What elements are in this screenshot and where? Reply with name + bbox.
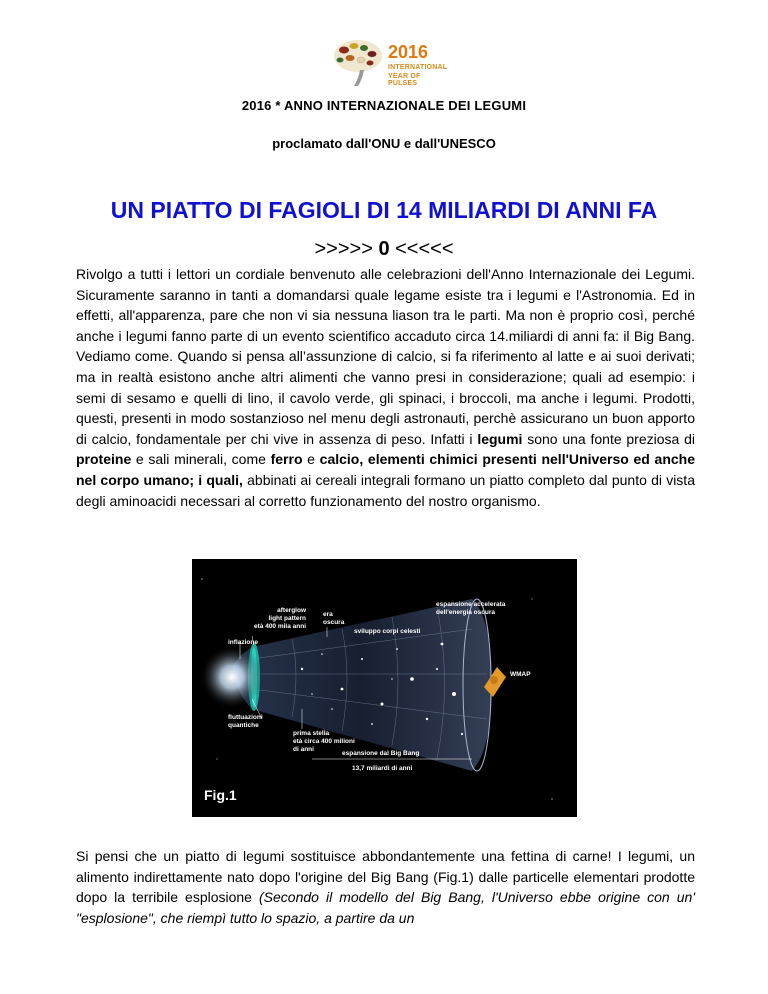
p1-bold-calcio: calcio, elementi chimici presenti nell'Universo ed anche nel corpo umano; i quali, <box>76 451 695 488</box>
universe-expansion-illustration <box>192 559 577 817</box>
logo-line1: INTERNATIONAL <box>388 64 448 71</box>
label-afterglow: afterglow light pattern età 400 mila anni <box>254 607 307 630</box>
counter <box>0 238 768 261</box>
p1-seg1: Rivolgo a tutti i lettori un cordiale benvenuto alle celebrazioni dell'Anno Internazionale dei Legumi. Sicuramente saranno in tanti a domandarsi quale legame esiste tra i legumi e l'Astronomia. Ed in effetti, all'apparenza, pare che non vi sia nessuna liason tra le parti. Ma non è proprio così, perché anche i legumi fanno parte di un evento scientifico accaduto circa 14.miliardi di anni fa: il Big Bang. Vediamo come. Quando si pensa all’assunzione di calcio, si fa riferimento al latte e ai suoi derivati; ma in realtà esistono anche altri alimenti che vanno presi in considerazione; quali ad esempio: i semi di sesamo e quelli di lino, il cavolo verde, gli spinaci, i broccoli, ma anche i legumi. Prodotti, questi, presenti in modo sostanzioso nel menu degli astronauti, perchè assicurano un buon apporto di calcio, fondamentale per chi vive in assenza di peso. Infatti i <box>76 266 695 447</box>
beans-spoon-icon <box>330 36 390 88</box>
label-sviluppo: sviluppo corpi celesti <box>354 628 421 635</box>
article-title: UN PIATTO DI FAGIOLI DI 14 MILIARDI DI ANNI FA <box>110 197 658 223</box>
label-inflazione: inflazione <box>228 639 258 646</box>
p2-seg1: Si pensi che un piatto di legumi sostituisce abbondantemente una fettina di carne! I legumi, un alimento indirettamente nato dopo l'origine del Big Bang (Fig.1) dalle particelle elementari prodotte dopo la terribile esplosione <box>76 848 695 906</box>
iyp-logo <box>330 36 450 88</box>
logo-year: 2016 <box>388 42 429 62</box>
counter-right: <<<<< <box>389 238 454 260</box>
paragraph-1 <box>76 264 695 511</box>
paragraph-2 <box>76 846 695 928</box>
label-miliardi: 13,7 miliardi di anni <box>352 765 413 772</box>
p1-bold-legumi: legumi <box>477 430 523 447</box>
label-espansione-accelerata: espansione accelerata dell'energia oscura <box>436 601 506 616</box>
p2-italic: (Secondo il modello del Big Bang, l'Universo ebbe origine con un' "esplosione", che riempì tutto lo spazio, a partire da un <box>76 889 695 926</box>
label-era-oscura: era oscura <box>323 611 345 626</box>
p1-seg4: e <box>302 451 320 468</box>
counter-left: >>>>> <box>314 238 379 260</box>
counter-value: 0 <box>378 238 390 260</box>
label-espansione-big-bang: espansione dal Big Bang <box>342 750 420 757</box>
p1-seg3: e sali minerali, come <box>131 451 271 468</box>
logo-line2: YEAR OF PULSES <box>388 73 421 87</box>
figure-caption: Fig.1 <box>204 787 237 803</box>
label-fluttuazioni: fluttuazioni quantiche <box>228 714 263 729</box>
p1-seg5: abbinati ai cereali integrali formano un piatto completo dal punto di vista degli aminoacidi necessari al corretto funzionamento del nostro organismo. <box>76 471 695 509</box>
header-line2: proclamato dall'ONU e dall'UNESCO <box>272 136 496 151</box>
big-bang-figure <box>192 559 577 817</box>
p1-bold-proteine: proteine <box>76 451 132 468</box>
label-prima-stella: prima stella età circa 400 milioni di anni <box>293 730 355 753</box>
p1-bold-ferro: ferro <box>270 451 303 468</box>
label-wmap: WMAP <box>510 671 531 678</box>
p1-seg2: sono una fonte preziosa di <box>522 430 695 447</box>
header-line1: 2016 * ANNO INTERNAZIONALE DEI LEGUMI <box>241 98 527 113</box>
